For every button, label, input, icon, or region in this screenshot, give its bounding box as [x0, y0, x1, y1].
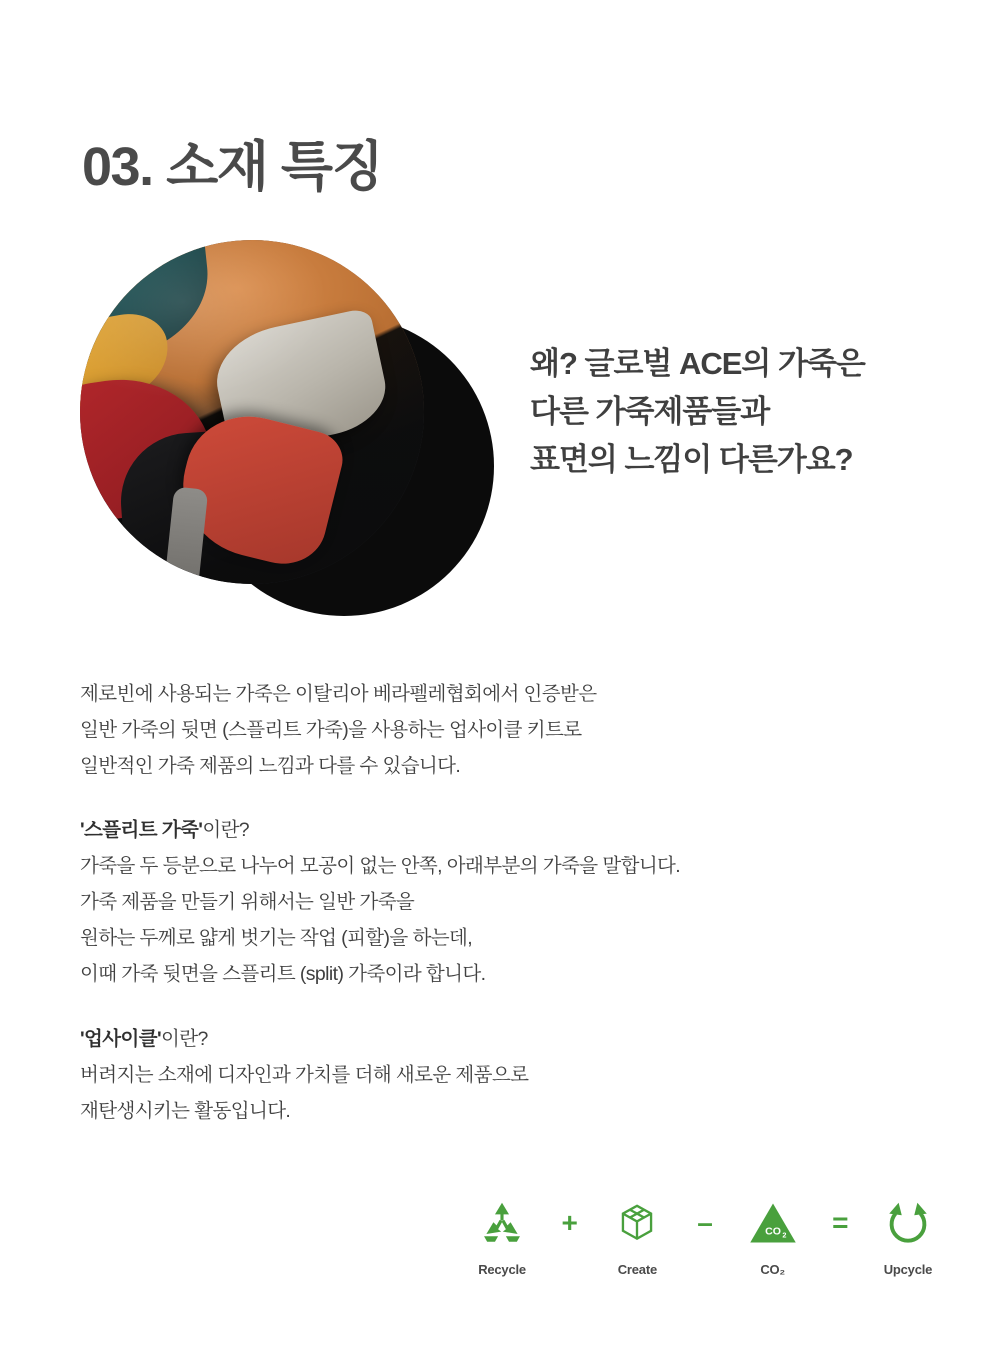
term-split-leather: '스플리트 가죽': [80, 819, 203, 842]
paragraph-intro: [80, 676, 920, 784]
question-line-1: 왜? 글로벌 ACE의 가죽은: [530, 346, 865, 381]
minus-operator: –: [697, 1207, 713, 1238]
paragraph-line: 제로빈에 사용되는 가죽은 이탈리아 베라펠레협회에서 인증받은: [80, 683, 597, 705]
paragraph-line: 재탄생시키는 활동입니다.: [80, 1099, 291, 1122]
paragraph-upcycle: [80, 1021, 920, 1129]
equals-operator: =: [832, 1207, 849, 1238]
paragraph-line: 일반적인 가죽 제품의 느낌과 다를 수 있습니다.: [80, 755, 461, 778]
upcycle-arrow-icon: [861, 1196, 955, 1250]
co2-triangle-icon: [726, 1196, 820, 1250]
paragraph-line: 버려지는 소재에 디자인과 가치를 더해 새로운 제품으로: [80, 1063, 529, 1086]
formula-label: Upcycle: [883, 1262, 933, 1277]
body-copy: [80, 676, 920, 1129]
paragraph-heading-line: [80, 1021, 920, 1057]
hero-image-group: [72, 238, 502, 638]
paragraph-line: 가죽을 두 등분으로 나누어 모공이 없는 안쪽, 아래부분의 가죽을 말합니다.: [80, 855, 681, 878]
question-line-3: 표면의 느낌이 다른가요?: [530, 442, 853, 478]
term-suffix: 이란?: [202, 819, 250, 842]
plus-operator: +: [561, 1207, 578, 1238]
leather-swatches-photo: [80, 240, 424, 584]
svg-text:CO: CO: [764, 1225, 781, 1238]
formula-label: Create: [617, 1262, 657, 1277]
paragraph-line: 가죽 제품을 만들기 위해서는 일반 가죽을: [80, 891, 415, 914]
recycle-icon: [455, 1196, 549, 1250]
paragraph-line: 일반 가죽의 뒷면 (스플리트 가죽)을 사용하는 업사이클 키트로: [80, 719, 582, 742]
formula-label: Recycle: [478, 1262, 526, 1277]
formula-item-recycle: [455, 1196, 549, 1277]
term-upcycle: '업사이클': [80, 1027, 162, 1050]
paragraph-heading-line: [80, 812, 920, 848]
paragraph-line: 원하는 두께로 얇게 벗기는 작업 (피할)을 하는데,: [80, 927, 473, 950]
svg-text:2: 2: [782, 1230, 787, 1240]
question-headline: [530, 340, 865, 484]
formula-item-upcycle: [861, 1196, 955, 1277]
paragraph-split-leather: [80, 812, 920, 992]
page-title: 03. 소재 특징: [82, 137, 383, 197]
paragraph-line: 이때 가죽 뒷면을 스플리트 (split) 가죽이라 합니다.: [80, 963, 486, 986]
term-suffix: 이란?: [161, 1027, 208, 1050]
question-line-2: 다른 가죽제품들과: [530, 394, 770, 430]
formula-label: CO₂: [760, 1262, 785, 1277]
leather-photo-layers: [80, 240, 424, 584]
upcycle-formula: [455, 1196, 955, 1306]
create-box-icon: [590, 1196, 684, 1250]
formula-item-co2: [726, 1196, 820, 1277]
formula-item-create: [590, 1196, 684, 1277]
photo-highlight: [80, 240, 424, 584]
